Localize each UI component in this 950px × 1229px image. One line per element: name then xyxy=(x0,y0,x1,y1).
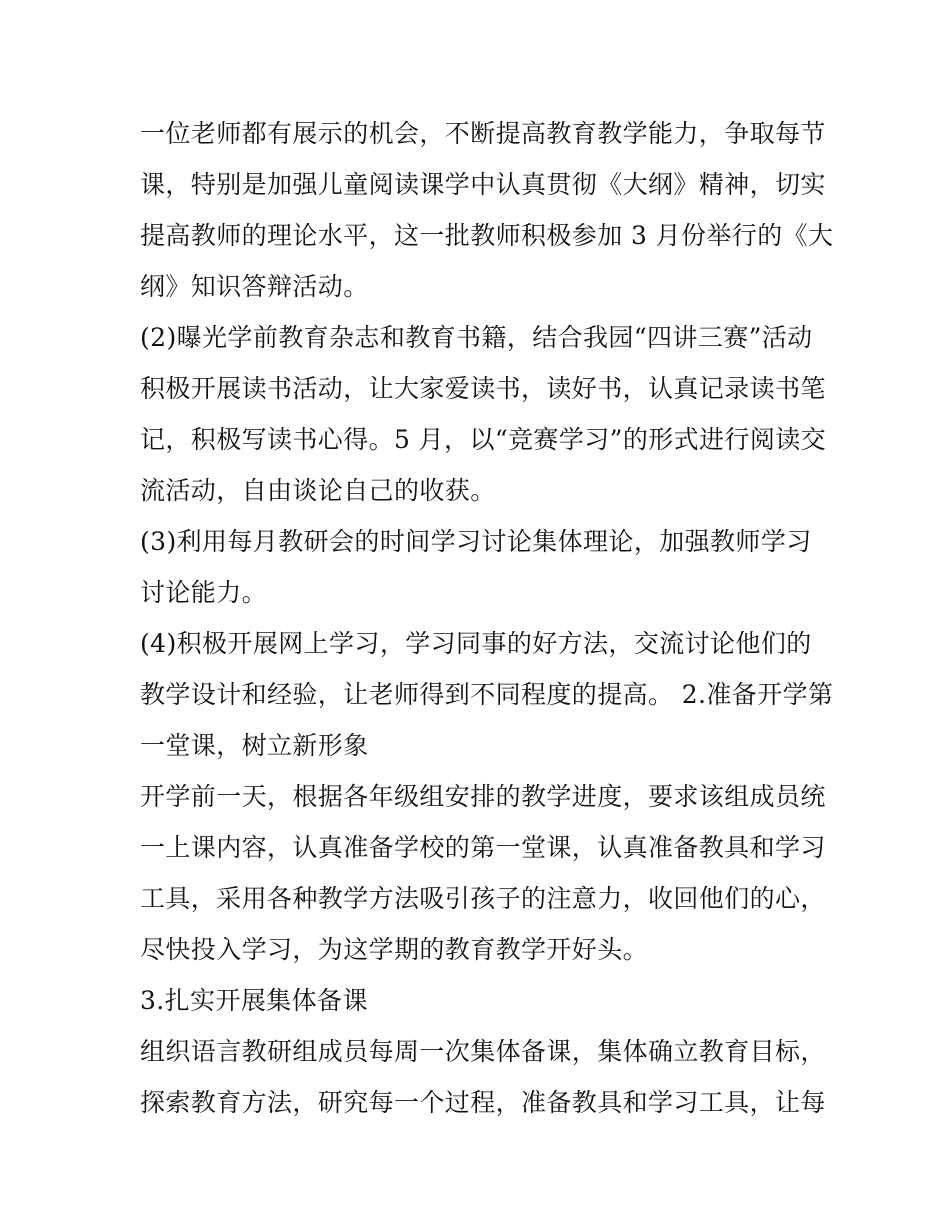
text-line-15: 一上课内容，认真准备学校的第一堂课，认真准备教具和学习 xyxy=(140,833,826,862)
text-line-19: 组织语言教研组成员每周一次集体备课，集体确立教育目标， xyxy=(140,1037,826,1066)
text-line-16: 工具，采用各种教学方法吸引孩子的注意力，收回他们的心， xyxy=(140,884,826,913)
text-line-4: 纲》知识答辩活动。 xyxy=(140,272,369,301)
text-line-20: 探索教育方法，研究每一个过程，准备教具和学习工具，让每 xyxy=(140,1088,826,1117)
text-line-18: 3.扎实开展集体备课 xyxy=(140,986,368,1015)
text-line-12: 教学设计和经验，让老师得到不同程度的提高。 2.准备开学第 xyxy=(140,680,834,709)
text-line-2: 课，特别是加强儿童阅读课学中认真贯彻《大纲》精神，切实 xyxy=(140,170,826,199)
text-line-6: 积极开展读书活动，让大家爱读书，读好书，认真记录读书笔 xyxy=(140,374,826,403)
text-line-14: 开学前一天，根据各年级组安排的教学进度，要求该组成员统 xyxy=(140,782,826,811)
document-body xyxy=(140,108,834,1128)
text-line-5: (2)曝光学前教育杂志和教育书籍，结合我园“四讲三赛”活动 xyxy=(140,323,813,352)
text-line-7: 记，积极写读书心得。5 月，以“竞赛学习”的形式进行阅读交 xyxy=(140,425,827,454)
text-line-8: 流活动，自由谈论自己的收获。 xyxy=(140,476,496,505)
text-line-13: 一堂课，树立新形象 xyxy=(140,731,369,760)
text-line-9: (3)利用每月教研会的时间学习讨论集体理论，加强教师学习 xyxy=(140,527,812,556)
text-line-11: (4)积极开展网上学习，学习同事的好方法，交流讨论他们的 xyxy=(140,629,812,658)
text-line-3: 提高教师的理论水平，这一批教师积极参加 3 月份举行的《大 xyxy=(140,221,834,250)
text-line-17: 尽快投入学习，为这学期的教育教学开好头。 xyxy=(140,935,649,964)
text-line-1: 一位老师都有展示的机会，不断提高教育教学能力，争取每节 xyxy=(140,119,826,148)
text-line-10: 讨论能力。 xyxy=(140,578,268,607)
